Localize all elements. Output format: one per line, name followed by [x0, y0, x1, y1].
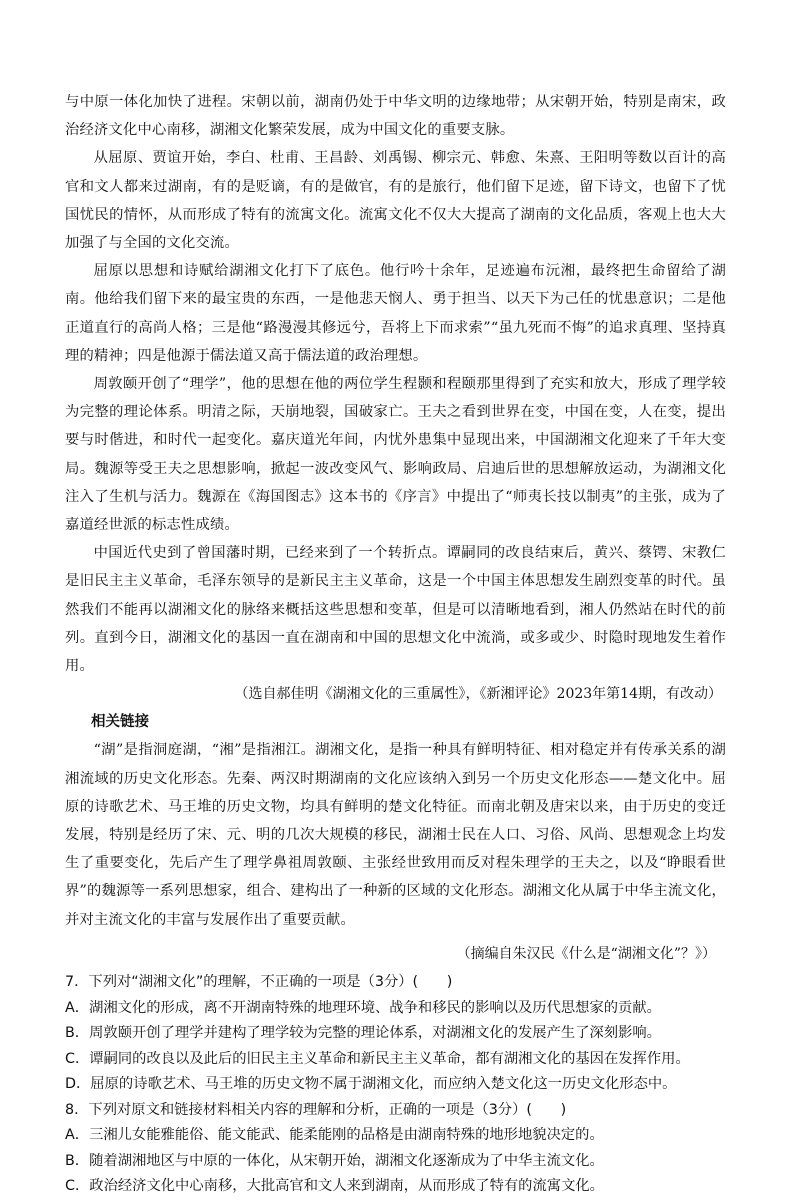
passage-paragraph: 屈原以思想和诗赋给湖湘文化打下了底色。他行吟十余年，足迹遍布沅湘，最终把生命留给了湖南。他给我们留下来的最宝贵的东西，一是他悲天悯人、勇于担当、以天下为己任的忧患意识；二是他正道直行的高尚人格；三是他“路漫漫其修远兮，吾将上下而求索”“虽九死而不悔”的追求真理、坚持真理的精神；四是他源于儒法道又高于儒法道的政治理想。 [65, 263, 726, 364]
question-7-stem: 7．下列对“湖湘文化”的理解，不正确的一项是（3分）( ) [65, 974, 453, 991]
question-7-option-a: A．湖湘文化的形成，离不开湖南特殊的地理环境、战争和移民的影响以及历代思想家的贡献。 [65, 999, 661, 1016]
passage-paragraph: 与中原一体化加快了进程。宋朝以前，湖南仍处于中华文明的边缘地带；从宋朝开始，特别是南宋，政治经济文化中心南移，湖湘文化繁荣发展，成为中国文化的重要支脉。 [65, 94, 726, 139]
question-8-option-c: C．政治经济文化中心南移，大批高官和文人来到湖南，从而形成了特有的流寓文化。 [65, 1178, 604, 1195]
reading-passage [65, 88, 726, 680]
passage-source: （选自郝佳明《湖湘文化的三重属性》，《新湘评论》2023年第14期，有改动） [234, 686, 722, 703]
question-7-option-d: D．屈原的诗歌艺术、马王堆的历史文物不属于湖湘文化，而应纳入楚文化这一历史文化形态中。 [65, 1076, 677, 1093]
question-7-option-c: C．谭嗣同的改良以及此后的旧民主主义革命和新民主主义革命，都有湖湘文化的基因在发挥作用。 [65, 1050, 690, 1067]
related-link-body: “湖”是指洞庭湖，“湘”是指湘江。湖湘文化，是指一种具有鲜明特征、相对稳定并有传承关系的湖湘流域的历史文化形态。先秦、两汉时期湖南的文化应该纳入到另一个历史文化形态——楚文化中。屈原的诗歌艺术、马王堆的历史文物，均具有鲜明的楚文化特征。而南北朝及唐宋以来，由于历史的变迁发展，特别是经历了宋、元、明的几次大规模的移民，湖湘士民在人口、习俗、风尚、思想观念上均发生了重要变化，先后产生了理学鼻祖周敦颐、主张经世致用而反对程朱理学的王夫之，以及“睁眼看世界”的魏源等一系列思想家，组合、建构出了一种新的区域的文化形态。湖湘文化从属于中华主流文化，并对主流文化的丰富与发展作出了重要贡献。 [65, 742, 726, 928]
question-7-option-b: B．周敦颐开创了理学并建构了理学较为完整的理论体系，对湖湘文化的发展产生了深刻影响。 [65, 1025, 661, 1042]
related-link-source: （摘编自朱汉民《什么是“湖湘文化”？》） [456, 945, 716, 962]
question-8-option-b: B．随着湖湘地区与中原的一体化，从宋朝开始，湖湘文化逐渐成为了中华主流文化。 [65, 1152, 604, 1169]
question-8-stem: 8．下列对原文和链接材料相关内容的理解和分析，正确的一项是（3分）( ) [65, 1101, 567, 1118]
question-section [65, 970, 726, 1200]
passage-paragraph: 从屈原、贾谊开始，李白、杜甫、王昌龄、刘禹锡、柳宗元、韩愈、朱熹、王阳明等数以百计的高官和文人都来过湖南，有的是贬谪，有的是做官，有的是旅行，他们留下足迹，留下诗文，也留下了忧国忧民的情怀，从而形成了特有的流寓文化。流寓文化不仅大大提高了湖南的文化品质，客观上也大大加强了与全国的文化交流。 [65, 150, 726, 252]
question-8-option-a: A．三湘儿女能雅能俗、能文能武、能柔能刚的品格是由湖南特殊的地形地貌决定的。 [65, 1127, 604, 1144]
related-link-title: 相关链接 [91, 714, 149, 731]
passage-paragraph: 周敦颐开创了“理学”，他的思想在他的两位学生程颢和程颐那里得到了充实和放大，形成了理学较为完整的理论体系。明清之际，天崩地裂，国破家亡。王夫之看到世界在变，中国在变，人在变，提出要与时偕进，和时代一起变化。嘉庆道光年间，内忧外患集中显现出来，中国湖湘文化迎来了千年大变局。魏源等受王夫之思想影响，掀起一波改变风气、影响政局、启迪后世的思想解放运动，为湖湘文化注入了生机与活力。魏源在《海国图志》这本书的《序言》中提出了“师夷长技以制夷”的主张，成为了嘉道经世派的标志性成绩。 [65, 376, 726, 534]
passage-paragraph: 中国近代史到了曾国藩时期，已经来到了一个转折点。谭嗣同的改良结束后，黄兴、蔡锷、宋教仁是旧民主主义革命，毛泽东领导的是新民主主义革命，这是一个中国主体思想发生剧烈变革的时代。虽然我们不能再以湖湘文化的脉络来概括这些思想和变革，但是可以清晰地看到，湘人仍然站在时代的前列。直到今日，湖湘文化的基因一直在湖南和中国的思想文化中流淌，或多或少、时隐时现地发生着作用。 [65, 545, 726, 675]
